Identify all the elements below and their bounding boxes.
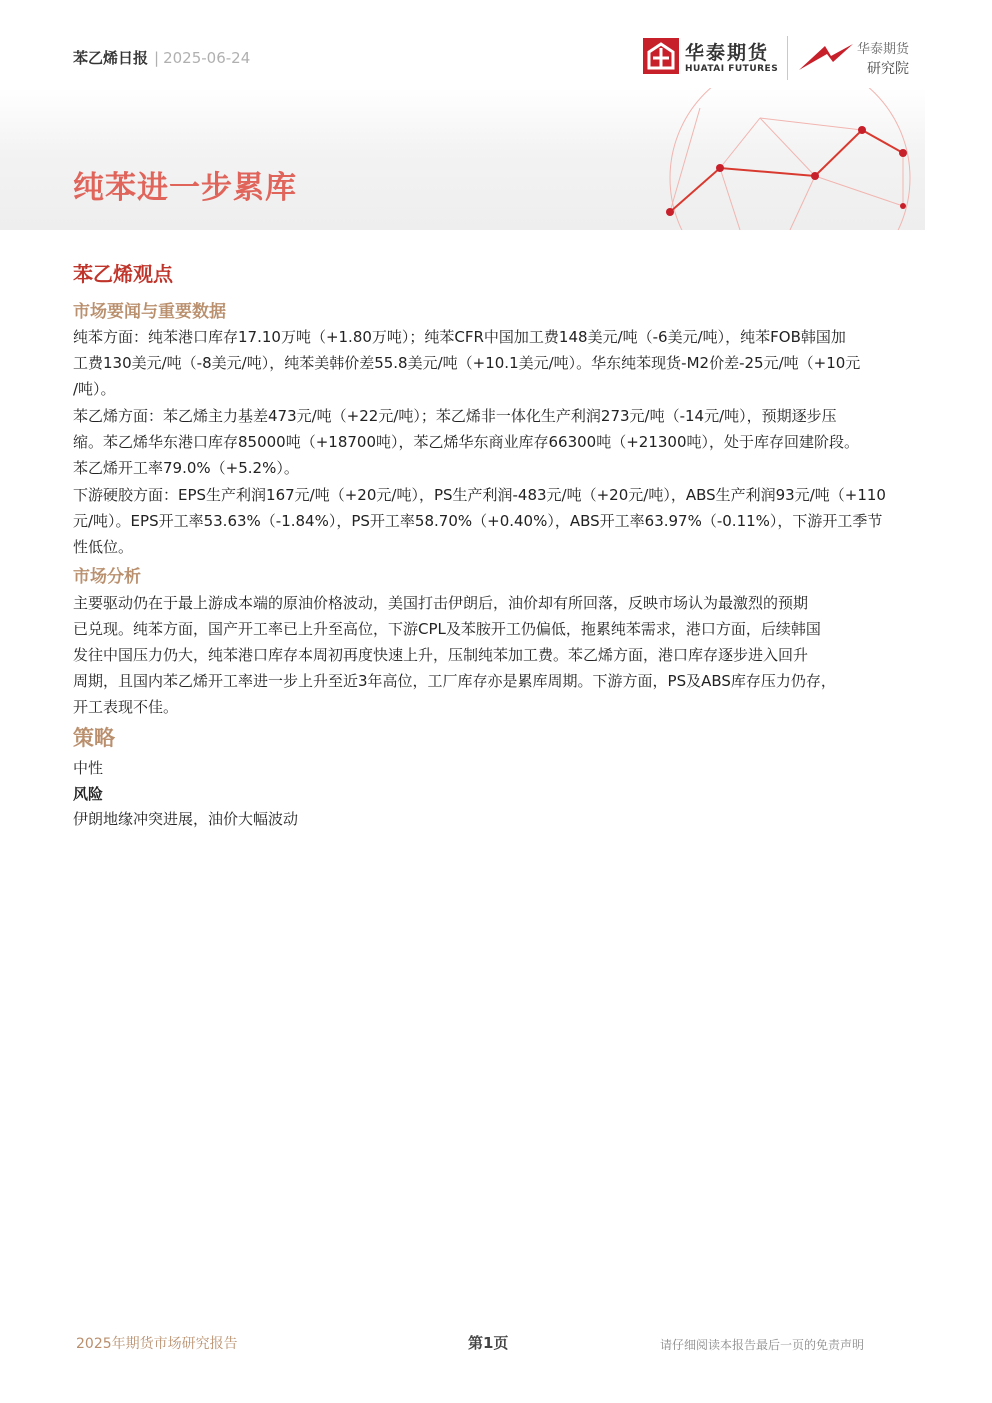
report-header	[73, 47, 250, 68]
footer-page-number: 第1页	[468, 1334, 509, 1352]
research-institute-logo	[797, 38, 927, 80]
research-swoosh-icon	[797, 40, 855, 74]
logo-divider	[787, 36, 788, 80]
subheading-market-news: 市场要闻与重要数据	[73, 302, 226, 322]
text-line: 已兑现。纯苯方面，国产开工率已上升至高位，下游CPL及苯胺开工仍偏低，拖累纯苯需求，港口方面，后续韩国	[73, 620, 821, 638]
text-line: 主要驱动仍在于最上游成本端的原油价格波动，美国打击伊朗后，油价却有所回落，反映市场认为最激烈的预期	[73, 594, 809, 612]
paragraph-analysis	[73, 590, 939, 720]
header-separator: |	[154, 49, 160, 67]
huatai-logo-en: HUATAI FUTURES	[685, 64, 779, 74]
text-line: 性低位。	[73, 538, 134, 556]
research-logo-line2: 研究院	[867, 61, 909, 77]
network-decoration	[0, 88, 925, 230]
text-line: 纯苯方面：纯苯港口库存17.10万吨（+1.80万吨）；纯苯CFR中国加工费148美元/吨（-6美元/吨），纯苯FOB韩国加	[73, 328, 846, 346]
paragraph-benzene	[73, 324, 939, 402]
strategy-value: 中性	[73, 759, 104, 777]
page-title: 纯苯进一步累库	[73, 170, 297, 206]
risk-value: 伊朗地缘冲突进展，油价大幅波动	[73, 810, 299, 828]
paragraph-downstream	[73, 482, 939, 560]
footer-disclaimer: 请仔细阅读本报告最后一页的免责声明	[660, 1338, 865, 1352]
subheading-market-analysis: 市场分析	[73, 567, 141, 587]
text-line: 开工表现不佳。	[73, 698, 179, 716]
risk-label: 风险	[73, 785, 104, 803]
text-line: 下游硬胶方面：EPS生产利润167元/吨（+20元/吨），PS生产利润-483元/吨（+20元/吨），ABS生产利润93元/吨（+110	[73, 486, 886, 504]
huatai-logo-cn: 华泰期货	[685, 42, 770, 64]
text-line: 元/吨）。EPS开工率53.63%（-1.84%），PS开工率58.70%（+0.40%），ABS开工率63.97%（-0.11%），下游开工季节	[73, 512, 883, 530]
text-line: 周期，且国内苯乙烯开工率进一步上升至近3年高位，工厂库存亦是累库周期。下游方面，PS及ABS库存压力仍存，	[73, 672, 836, 690]
text-line: 苯乙烯开工率79.0%（+5.2%）。	[73, 459, 299, 477]
text-line: 工费130美元/吨（-8美元/吨），纯苯美韩价差55.8美元/吨（+10.1美元/吨）。华东纯苯现货-M2价差-25元/吨（+10元	[73, 354, 861, 372]
footer-report-series: 2025年期货市场研究报告	[76, 1336, 238, 1352]
research-logo-line1: 华泰期货	[857, 42, 910, 57]
report-name: 苯乙烯日报	[73, 49, 149, 67]
huatai-logo-icon	[643, 38, 679, 74]
paragraph-styrene	[73, 403, 939, 481]
text-line: /吨）。	[73, 380, 116, 398]
report-date: 2025-06-24	[163, 49, 251, 67]
text-line: 缩。苯乙烯华东港口库存85000吨（+18700吨），苯乙烯华东商业库存66300吨（+21300吨），处于库存回建阶段。	[73, 433, 860, 451]
text-line: 苯乙烯方面：苯乙烯主力基差473元/吨（+22元/吨）；苯乙烯非一体化生产利润273元/吨（-14元/吨），预期逐步压	[73, 407, 837, 425]
huatai-logo	[643, 38, 783, 80]
subheading-strategy: 策略	[73, 726, 115, 750]
title-banner	[0, 88, 925, 230]
section-title: 苯乙烯观点	[73, 262, 173, 286]
text-line: 发往中国压力仍大，纯苯港口库存本周初再度快速上升，压制纯苯加工费。苯乙烯方面，港口库存逐步进入回升	[73, 646, 809, 664]
